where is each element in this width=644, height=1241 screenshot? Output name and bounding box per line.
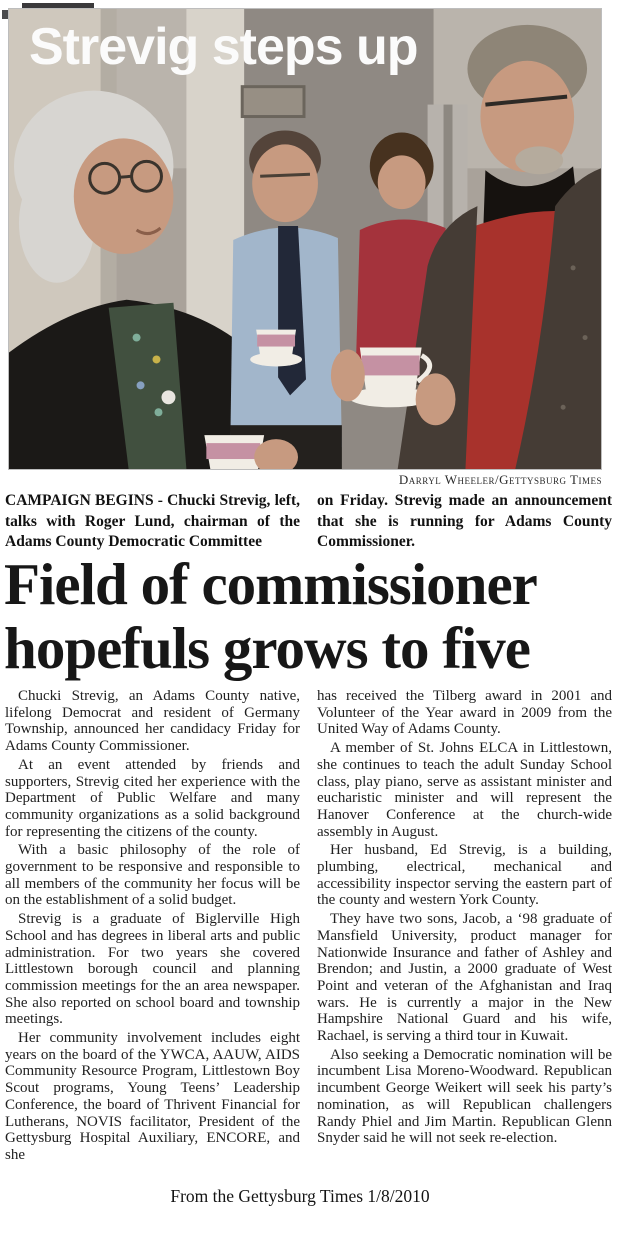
headline-line-1: Field of commissioner: [4, 551, 537, 617]
article-column-left: [5, 688, 300, 1166]
blouse-floral-dot: [137, 381, 145, 389]
paragraph: They have two sons, Jacob, a ‘98 graduate of Mansfield University, product manager for Nationwide Insurance and father of Ashley and Brendon; and Justin, a 2000 graduate of West Point and veteran of the Afghanistan and Iraq wars. He is currently a major in the New Hampshire National Guard and his wife, Rachael, is serving a third tour in Kuwait.: [317, 911, 612, 1045]
caption-right-column: on Friday. Strevig made an announcement that she is running for Adams County Commissioner.: [317, 492, 612, 550]
paragraph-continuation: has received the Tilberg award in 2001 and Volunteer of the Year award in 2009 from the United Way of Adams County.: [317, 688, 612, 738]
paragraph: Chucki Strevig, an Adams County native, lifelong Democrat and resident of Germany Township, announced her candidacy Friday for Adams County Commissioner.: [5, 688, 300, 755]
left-woman-pin: [161, 390, 175, 404]
photo-credit: Darryl Wheeler/Gettysburg Times: [398, 472, 602, 487]
center-man-face: [252, 144, 318, 222]
paragraph: A member of St. Johns ELCA in Littlestown, she continues to teach the adult Sunday School class, play piano, serve as assistant minister and eucharistic minister and will represent the Hanover Conference at the church-wide assembly in August.: [317, 740, 612, 840]
blouse-floral-dot: [133, 334, 141, 342]
paragraph: Strevig is a graduate of Biglerville High School and has degrees in liberal arts and public administration. For two years she covered Littlestown borough council and planning commission meetings for the an area newspaper. She also reported on school board and township meetings.: [5, 911, 300, 1028]
headline-line-2: hopefuls grows to five: [4, 615, 530, 681]
teacup-pattern: [257, 335, 295, 347]
photo-wall-frame: [242, 87, 304, 117]
paragraph: Also seeking a Democratic nomination will be incumbent Lisa Moreno-Woodward. Republican incumbent George Weikert will seek his party’s nomination, as will Republican challengers Randy Phiel and Jim Martin. Republican Glenn Snyder said he will not seek re-election.: [317, 1046, 612, 1147]
tweed-fleck: [583, 335, 588, 340]
photo-overlay-title: Strevig steps up: [29, 18, 418, 76]
article-body: [5, 688, 612, 1166]
source-line: From the Gettysburg Times 1/8/2010: [170, 1186, 430, 1206]
article-column-right: [317, 688, 612, 1166]
paragraph: Her community involvement includes eight years on the board of the YWCA, AAUW, AIDS Community Resource Program, Littlestown Boy Scout programs, Young Teens’ Leadership Conference, the board of Thrivent Financial for Lutherans, NOVIS facilitator, President of the Gettysburg Hospital Auxiliary, ENCORE, and she: [5, 1030, 300, 1163]
paragraph: Her husband, Ed Strevig, is a building, plumbing, electrical, mechanical and accessibility inspector serving the eastern part of the county and western York County.: [317, 842, 612, 909]
news-photo-illustration: [9, 9, 601, 469]
blouse-floral-dot: [155, 408, 163, 416]
red-woman-face: [378, 155, 426, 209]
left-woman-face: [74, 138, 174, 253]
tweed-fleck: [571, 265, 576, 270]
teacup-pattern: [206, 443, 260, 459]
paragraph: With a basic philosophy of the role of government to be responsive and responsible to all members of the community her focus will be on the establishment of a solid budget.: [5, 842, 300, 909]
left-woman-glasses-bridge: [120, 176, 132, 177]
right-man-hand: [416, 373, 456, 425]
right-man-hand: [331, 350, 365, 402]
center-man-glasses: [260, 174, 310, 176]
photo-caption: [5, 491, 612, 553]
caption-left-column: CAMPAIGN BEGINS - Chucki Strevig, left, talks with Roger Lund, chairman of the Adams County Democratic Committee: [5, 492, 300, 550]
right-man-beard: [515, 146, 563, 174]
tweed-fleck: [561, 405, 566, 410]
news-photo: [8, 8, 602, 470]
blouse-floral-dot: [153, 355, 161, 363]
headline: [4, 552, 537, 680]
teacup-pattern: [362, 355, 420, 375]
paragraph: At an event attended by friends and supporters, Strevig cited her experience with the Department of Public Welfare and many community organizations as a solid background for representing the citizens of the county.: [5, 756, 300, 840]
